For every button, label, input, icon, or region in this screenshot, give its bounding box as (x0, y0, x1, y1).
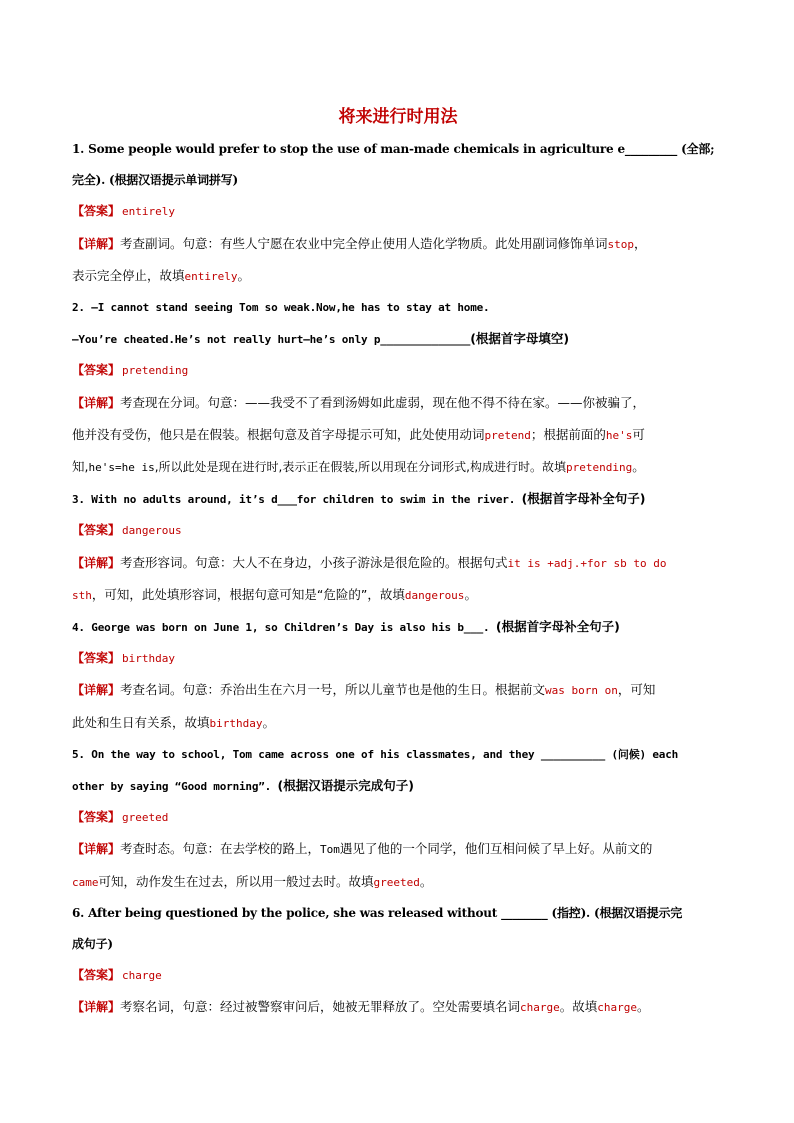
detail-text: 。故填 (559, 999, 598, 1015)
detail-6-line-1 (72, 991, 724, 1023)
detail-code: was born on (545, 684, 618, 698)
detail-code: birthday (209, 716, 263, 730)
detail-text: 。 (637, 999, 650, 1015)
detail-text: 知, (72, 459, 89, 475)
detail-text: 。 (632, 459, 645, 475)
detail-text: ,所以此处是现在进行时,表示正在假装,所以用现在分词形式,构成进行时。故填 (154, 460, 566, 475)
answer-5: greeted (122, 811, 169, 825)
detail-3-line-1 (72, 547, 724, 579)
question-hint: (根据首字母填空) (470, 331, 570, 347)
question-6-line-2: 成句子) (72, 937, 113, 952)
question-hint: (根据汉语提示完成句子) (277, 778, 414, 794)
detail-code: he's=he is (88, 461, 155, 475)
question-3-line-1 (72, 483, 724, 515)
detail-1-line-2 (72, 260, 724, 292)
detail-code: dangerous (404, 588, 465, 602)
detail-code: charge (597, 1001, 638, 1015)
detail-tag: 【详解】 (72, 683, 121, 698)
answer-tag: 【答案】 (72, 523, 121, 538)
page-title: 将来进行时用法 (338, 107, 458, 127)
detail-text: 考察名词，句意：经过被警察审问后，她被无罪释放了。空处需要填名词 (120, 999, 521, 1015)
answer-tag: 【答案】 (72, 651, 121, 666)
question-text: other by saying “Good morning”. (72, 780, 278, 794)
detail-3-line-2 (72, 579, 724, 611)
detail-text: 考查时态。句意：在去学校的路上， (120, 841, 321, 857)
answer-3: dangerous (122, 524, 182, 538)
detail-code: pretend (484, 428, 531, 442)
answer-4: birthday (122, 652, 175, 666)
question-text: —You’re cheated.He’s not really hurt—he’s only p______________ (72, 333, 471, 347)
question-hint: (根据首字母补全句子) (495, 619, 620, 635)
detail-tag: 【详解】 (72, 1000, 121, 1015)
question-5-line-1: 5. On the way to school, Tom came across one of his classmates, and they __________ (问候) each (72, 747, 679, 761)
detail-code: it is +adj.+for sb to do (507, 556, 667, 570)
detail-text: 表示完全停止，故填 (72, 267, 185, 283)
detail-code: sth (72, 588, 92, 602)
question-5-line-2 (72, 770, 724, 802)
question-2-line-1: 2. —I cannot stand seeing Tom so weak.Now,he has to stay at home. (72, 301, 490, 315)
answer-tag: 【答案】 (72, 968, 121, 983)
detail-text: ，可知 (617, 682, 656, 698)
detail-text: 可 (632, 426, 645, 442)
detail-text: 他并没有受伤，他只是在假装。根据句意及首字母提示可知，此处使用动词 (72, 426, 485, 442)
answer-row-5 (72, 802, 724, 833)
detail-text: 考查现在分词。句意：——我受不了看到汤姆如此虚弱，现在他不得不待在家。——你被骗了， (120, 394, 646, 410)
answer-row-6 (72, 960, 724, 991)
detail-code: charge (520, 1001, 560, 1015)
detail-text: 。 (262, 714, 276, 730)
detail-tag: 【详解】 (72, 842, 121, 857)
detail-code: came (72, 875, 99, 889)
detail-code: entirely (184, 269, 238, 283)
answer-1: entirely (122, 205, 175, 219)
detail-text: ， (634, 235, 647, 251)
answer-2: pretending (122, 364, 189, 378)
detail-2-line-2 (72, 419, 724, 451)
detail-2-line-3 (72, 451, 724, 483)
question-1-line-2: 完全). (根据汉语提示单词拼写) (72, 173, 238, 188)
detail-text: 遇见了他的一个同学，他们互相问候了早上好。从前文的 (339, 841, 653, 857)
answer-row-1 (72, 196, 724, 227)
detail-text: 。 (464, 586, 477, 602)
question-text: 3. With no adults around, it’s d___for children to swim in the river. (72, 493, 522, 507)
detail-4-line-1 (72, 674, 724, 706)
answer-tag: 【答案】 (72, 363, 121, 378)
answer-6: charge (122, 969, 162, 983)
detail-text: ，可知，此处填形容词，根据句意可知是“危险的”，故填 (91, 586, 405, 602)
answer-row-2 (72, 355, 724, 386)
detail-tag: 【详解】 (72, 236, 121, 251)
answer-tag: 【答案】 (72, 810, 121, 825)
detail-text: 此处和生日有关系，故填 (72, 714, 210, 730)
detail-tag: 【详解】 (72, 555, 121, 570)
detail-text: 。 (237, 267, 251, 283)
question-text: 4. George was born on June 1, so Children’s Day is also his b___. (72, 621, 496, 635)
detail-text: 考查名词。句意：乔治出生在六月一号，所以儿童节也是他的生日。根据前文 (120, 682, 546, 698)
answer-tag: 【答案】 (72, 204, 121, 219)
detail-code: Tom (320, 843, 340, 857)
detail-tag: 【详解】 (72, 395, 121, 410)
detail-code: stop (607, 237, 635, 251)
detail-2-line-1 (72, 387, 724, 419)
question-1-line-1: 1. Some people would prefer to stop the use of man-made chemicals in agriculture e_________ (全部; (72, 142, 715, 156)
detail-text: ；根据前面的 (530, 426, 606, 442)
document-page (72, 100, 724, 1024)
detail-5-line-2 (72, 866, 724, 898)
detail-4-line-2 (72, 707, 724, 739)
detail-code: he's (605, 428, 633, 442)
question-4-line-1 (72, 611, 724, 643)
detail-code: pretending (565, 461, 633, 475)
detail-text: 。 (419, 873, 433, 889)
detail-code: greeted (373, 875, 420, 889)
answer-row-4 (72, 643, 724, 674)
detail-1-line-1 (72, 228, 724, 260)
question-hint: (根据首字母补全句子) (521, 491, 646, 507)
detail-text: 考查形容词。句意：大人不在身边，小孩子游泳是很危险的。根据句式 (120, 554, 508, 570)
detail-text: 可知，动作发生在过去，所以用一般过去时。故填 (98, 873, 374, 889)
question-6-line-1: 6. After being questioned by the police, she was released without ________ (指控). (根据汉语提示完 (72, 905, 683, 920)
detail-5-line-1 (72, 833, 724, 865)
answer-row-3 (72, 515, 724, 546)
question-2-line-2 (72, 323, 724, 355)
detail-text: 考查副词。句意：有些人宁愿在农业中完全停止使用人造化学物质。此处用副词修饰单词 (120, 235, 608, 251)
